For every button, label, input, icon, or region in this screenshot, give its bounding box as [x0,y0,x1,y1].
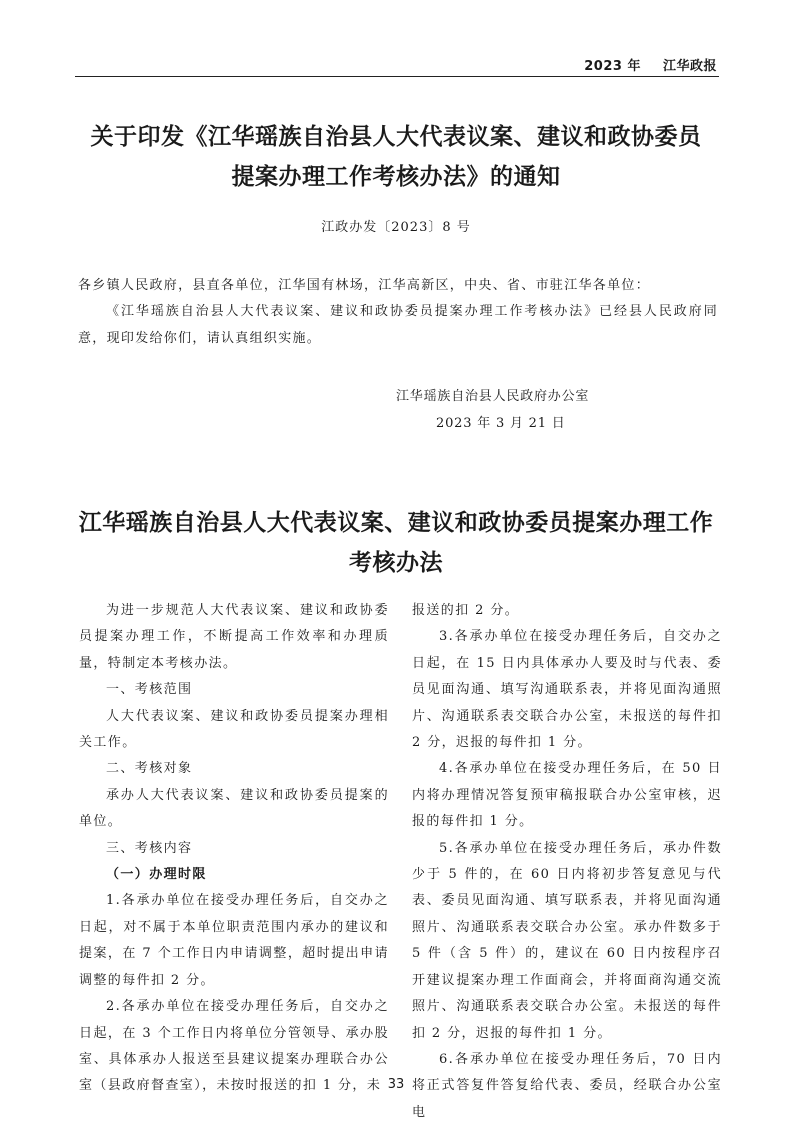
signature-date: 2023 年 3 月 21 日 [436,416,566,431]
notice-title-line2: 提案办理工作考核办法》的通知 [231,163,561,190]
targets-paragraph: 承办人大代表议案、建议和政协委员提案的单位。 [79,787,389,830]
running-header [75,52,719,77]
document-number: 江政办发〔2023〕8 号 [321,220,471,235]
item-3-paragraph: 3.各承办单位在接受办理任务后，自交办之日起，在 15 日内具体承办人要及时与代表、委员见面沟通、填写沟通联系表，并将见面沟通照片、沟通联系表交联合办公室，未报送的每件扣 2 分，迟报的每件扣 1 分。 [412,629,722,751]
section-heading-content: 三、考核内容 [106,840,193,856]
item-6-paragraph: 6.各承办单位在接受办理任务后，70 日内将正式答复件答复给代表、委员，经联合办公室电 [412,1051,722,1120]
item-5-paragraph: 5.各承办单位在接受办理任务后，承办件数少于 5 件的，在 60 日内将初步答复意见与代表、委员见面沟通、填写联系表，并将见面沟通照片、沟通联系表交联合办公室。承办件数多于 5 件（含 5 件）的，建议在 60 日内按程序召开建议提案办理工作面商会，并将面商沟通交流照片、沟通联系表交联合办公室。未报送的每件扣 2 分，迟报的每件扣 1 分。 [412,840,722,1041]
section-heading-scope: 一、考核范围 [106,682,193,698]
item-2-paragraph: 2.各承办单位在接受办理任务后，自交办之日起，在 3 个工作日内将单位分管领导、承办股室、具体承办人报送至县建议提案办理联合办公室（县政府督查室），未按时报送的扣 1 分，未 [79,999,389,1094]
section-heading-targets: 二、考核对象 [106,761,193,777]
right-column [412,598,722,1126]
header-year: 2023 年 [584,59,641,74]
left-column [79,598,389,1100]
intro-paragraph: 为进一步规范人大代表议案、建议和政协委员提案办理工作，不断提高工作效率和办理质量，特制定本考核办法。 [79,603,389,671]
signature-org: 江华瑶族自治县人民政府办公室 [396,389,590,404]
recipients-line: 各乡镇人民政府，县直各单位，江华国有林场，江华高新区，中央、省、市驻江华各单位： [78,278,651,293]
notice-title [60,117,732,197]
item-1-paragraph: 1.各承办单位在接受办理任务后，自交办之日起，对不属于本单位职责范围内承办的建议和提案，在 7 个工作日内申请调整，超时提出申请调整的每件扣 2 分。 [79,893,389,988]
notice-title-line1: 关于印发《江华瑶族自治县人大代表议案、建议和政协委员 [90,123,702,150]
item-4-paragraph: 4.各承办单位在接受办理任务后，在 50 日内将办理情况答复预审稿报联合办公室审核，迟报的每件扣 1 分。 [412,761,722,830]
header-text [584,55,717,74]
measures-title-line1: 江华瑶族自治县人大代表议案、建议和政协委员提案办理工作 [78,509,714,536]
subsection-heading-deadline: （一）办理时限 [106,867,207,883]
measures-title-line2: 考核办法 [349,549,443,576]
item-2-continuation: 报送的扣 2 分。 [412,603,520,618]
page-number: 33 [387,1077,405,1092]
notice-body: 《江华瑶族自治县人大代表议案、建议和政协委员提案办理工作考核办法》已经县人民政府同意，现印发给你们，请认真组织实施。 [78,304,718,346]
scope-paragraph: 人大代表议案、建议和政协委员提案办理相关工作。 [79,708,389,751]
measures-title [60,503,732,583]
header-publication: 江华政报 [662,59,717,74]
